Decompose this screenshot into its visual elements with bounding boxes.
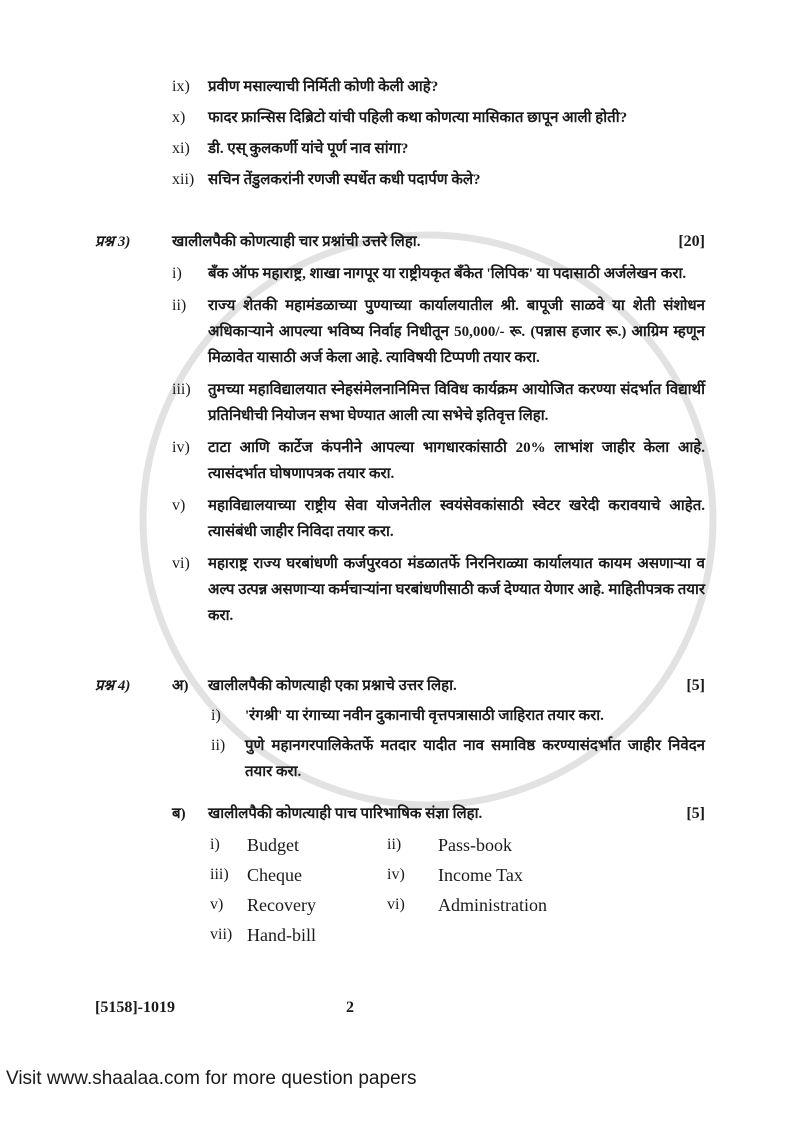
q4a-header: [95, 673, 705, 699]
item-label: vi): [172, 555, 190, 572]
q3-item-vi: [172, 551, 705, 629]
q3-item-i: [172, 261, 705, 287]
item-text: 'रंगश्री' या रंगाच्या नवीन दुकानाची वृत्तपत्रासाठी जाहिरात तयार करा.: [245, 708, 604, 724]
item-label: ix): [172, 78, 190, 95]
q4a-instruction: खालीलपैकी कोणत्याही एका प्रश्नाचे उत्तर लिहा.: [208, 678, 457, 694]
item-label: ii): [211, 737, 226, 754]
q3-item-v: [172, 493, 705, 545]
q2-item-x: [172, 105, 705, 131]
item-text: पुणे महानगरपालिकेतर्फे मतदार यादीत नाव समाविष्ठ करण्यासंदर्भात जाहीर निवेदन तयार करा.: [245, 738, 705, 780]
term-text: Pass-book: [438, 835, 513, 855]
item-label: v): [172, 497, 186, 514]
q2-item-xii: [172, 167, 705, 193]
term-label: iv): [387, 866, 405, 883]
term-text: Cheque: [247, 865, 302, 885]
item-text: फादर फ्रान्सिस दिब्रिटो यांची पहिली कथा कोणत्या मासिकात छापून आली होती?: [208, 110, 628, 126]
item-text: महाविद्यालयाच्या राष्ट्रीय सेवा योजनेतील स्वयंसेवकांसाठी स्वेटर खरेदी करावयाचे आहेत. त्यासंबंधी जाहीर निविदा तयार करा.: [208, 498, 705, 540]
item-text: सचिन तेंडुलकरांनी रणजी स्पर्धेत कधी पदार्पण केले?: [208, 172, 481, 188]
item-text: राज्य शेतकी महामंडळाच्या पुण्याच्या कार्यालयातील श्री. बापूजी साळवे या शेती संशोधन अधिकाऱ्याने आपल्या भविष्य निर्वाह निधीतून 50,000/- रू. (पन्नास हजार रू.) आग्रिम म्हणून मिळावेत यासाठी अर्ज केला आहे. त्याविषयी टिप्पणी तयार करा.: [208, 298, 705, 366]
item-label: xii): [172, 171, 195, 188]
q4a-item-i: [211, 703, 705, 729]
paper-code: [5158]-1019: [95, 999, 175, 1016]
q3-marks: [20]: [678, 233, 705, 250]
q4-number: प्रश्न 4): [95, 678, 131, 694]
q4a-label: अ): [172, 678, 189, 694]
item-text: तुमच्या महाविद्यालयात स्नेहसंमेलनानिमित्त विविध कार्यक्रम आयोजित करण्या संदर्भात विद्यार्थी प्रतिनिधीची नियोजन सभा घेण्यात आली त्या सभेचे इतिवृत्त लिहा.: [208, 382, 705, 424]
term-label: i): [210, 836, 220, 853]
q4b-marks: [5]: [686, 805, 705, 822]
term-text: Administration: [438, 895, 547, 915]
item-label: i): [211, 707, 221, 724]
item-text: प्रवीण मसाल्याची निर्मिती कोणी केली आहे?: [208, 79, 439, 95]
item-text: बँक ऑफ महाराष्ट्र, शाखा नागपूर या राष्ट्रीयकृत बँकेत 'लिपिक' या पदासाठी अर्जलेखन करा.: [208, 266, 687, 282]
page-footer: [95, 997, 705, 1019]
term-text: Recovery: [247, 895, 316, 915]
terms-list: [210, 831, 705, 949]
page-number: 2: [346, 999, 354, 1016]
item-label: xi): [172, 140, 190, 157]
q4b-label: ब): [172, 806, 186, 822]
item-label: iv): [172, 439, 190, 456]
q3-item-iv: [172, 435, 705, 487]
item-text: महाराष्ट्र राज्य घरबांधणी कर्जपुरवठा मंडळातर्फे निरनिराळ्या कार्यालयात कायम असणाऱ्या व अल्प उत्पन्न असणाऱ्या कर्मचाऱ्यांना घरबांधणीसाठी कर्ज देण्यात येणार आहे. माहितीपत्रक तयार करा.: [208, 556, 705, 624]
q3-item-iii: [172, 377, 705, 429]
term-label: v): [210, 896, 224, 913]
q4a-item-ii: [211, 733, 705, 785]
item-label: i): [172, 265, 182, 282]
item-text: डी. एस् कुलकर्णी यांचे पूर्ण नाव सांगा?: [208, 141, 409, 157]
term-text: Budget: [247, 835, 299, 855]
q4b-header: [95, 801, 705, 827]
term-label: vi): [387, 896, 405, 913]
q2-item-ix: [172, 74, 705, 100]
item-label: ii): [172, 297, 187, 314]
q3-instruction: खालीलपैकी कोणत्याही चार प्रश्नांची उत्तरे लिहा.: [172, 234, 421, 250]
term-label: ii): [387, 836, 402, 853]
visit-link-text[interactable]: Visit www.shaalaa.com for more question papers: [6, 1068, 417, 1089]
term-label: vii): [210, 926, 233, 943]
item-label: x): [172, 109, 186, 126]
q2-item-xi: [172, 136, 705, 162]
term-label: iii): [210, 866, 229, 883]
q3-number: प्रश्न 3): [95, 234, 131, 250]
term-text: Income Tax: [438, 865, 523, 885]
q4a-marks: [5]: [686, 677, 705, 694]
item-label: iii): [172, 381, 191, 398]
q3-header: [95, 229, 705, 255]
item-text: टाटा आणि कार्टेज कंपनीने आपल्या भागधारकांसाठी 20% लाभांश जाहीर केला आहे. त्यासंदर्भात घोषणापत्रक तयार करा.: [208, 440, 705, 482]
q4b-instruction: खालीलपैकी कोणत्याही पाच पारिभाषिक संज्ञा लिहा.: [208, 806, 483, 822]
q3-item-ii: [172, 293, 705, 371]
term-text: Hand-bill: [247, 925, 316, 945]
